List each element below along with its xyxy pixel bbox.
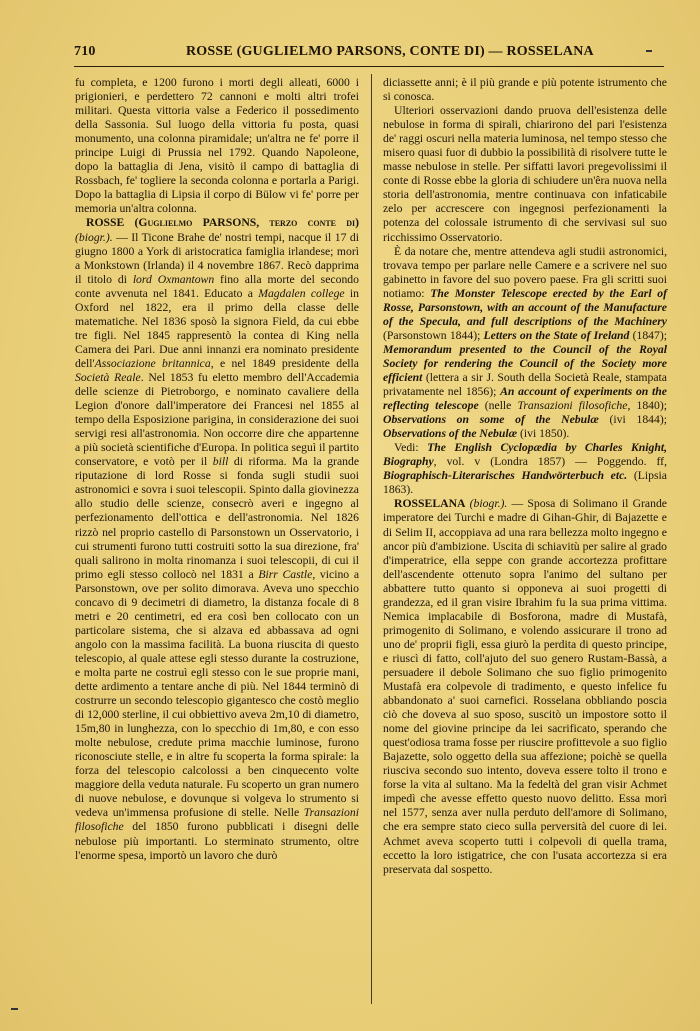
entry-rosse: ROSSE (Guglielmo PARSONS, terzo conte di) (biogr.). — Il Ticone Brahe de' nostri tempi, nacque il 17 di giugno 1800 a York di aristocratica famiglia irlandese; morì a Monkstown (Irlanda) il 4 novembre 1867. Recò dapprima il titolo di lord Oxmantown fino alla morte del secondo conte avvenuta nel 1841. Educato a Magdalen college in Oxford nel 1822, era il primo della classe delle matematiche. Nel 1836 sposò la signora Field, da cui ebbe tre figli. Nel 1845 rappresentò la contea di King nella Camera dei Pari. Due anni innanzi era nominato presidente dell'Associazione britannica, e nel 1849 presidente della Società Reale. Nel 1853 fu eletto membro dell'Accademia delle scienze di Pietroborgo, e nominato cavaliere della Legion d'onore dall'imperatore dei Francesi nel 1855 al tempo della Esposizione parigina, in considerazione dei suoi servigi resi all'astronomia. Non occorre dire che appartenne a più società scientifiche d'Europa. In politica seguì il partito conservatore, e votò per il bill di riforma. Ma la grande riputazione di lord Rosse si fonda sugli studii suoi astronomici e sovra i suoi telescopii. Spinto dalla giovinezza allo studio delle scienze, consecrò averi e ingegno al perfezionamento dell'ottica e dell'astronomia. Nel 1826 rizzò nel proprio castello di Parsonstown un Osservatorio, i cui strumenti furono tutti costruiti sotto la sua direzione, fra' quali salirono in molta rinomanza i suoi telescopii, di cui il primo egli stesso collocò nel 1831 a Birr Castle, vicino a Parsonstown, ove per solito dimorava. Aveva uno specchio concavo di 9 decimetri di diametro, la distanza focale di 8 metri e 20 centimetri, ed era così ben collocato con un particolare sistema, che si alzava ed abbassava ad ogni angolo con la massima facilità. La buona riuscita di questo telescopio, al quale attese egli stesso durante la costruzione, e molta parte ne costruì egli stesso con le sue proprie mani, dette ardimento a tentare anche di più. Nel 1844 terminò di costrurre un secondo telescopio gigantesco che costò meglio di 12,000 sterline, il cui obbiettivo aveva 2m,10 di diametro, 15m,80 in lunghezza, con lo specchio di 1m,80, e con esso molte nebulose, credute prima macchie luminose, furono riconosciute stelle, e in altre fu scoperta la forma spirale: la forza del telescopio calcolossi a ben cinquecento volte maggiore della veduta naturale. Fu scoperto un gran numero di nuove nebulose, e dovunque si volgeva lo strumento si vedeva un'immensa profusione di stelle. Nelle Transazioni filosofiche del 1850 furono pubblicati i disegni delle nebulose più importanti. Lo sterminato strumento, oltre l'enorme spesa, importò un lavoro che durò xyxy=(75,216,360,862)
references-paragraph: Vedi: The English Cyclopædia by Charles Knight, Biography, vol. v (Londra 1857) — Poggendo. ff, Biographisch-Literarisches Handwörterbuch etc. (Lipsia 1863). xyxy=(383,441,668,497)
writings-paragraph: È da notare che, mentre attendeva agli studii astronomici, trovava tempo per parlare nelle Camere e a scrivere nel suo gabinetto in favore del suo povero paese. Fra gli scritti suoi notiamo: The Monster Telescope erected by the Earl of Rosse, Parsonstown, with an account of the Manufacture of the Specula, and full descriptions of the Machinery (Parsonstown 1844); Letters on the State of Ireland (1847); Memorandum presented to the Council of the Royal Society for rendering the Council of the Society more efficient (lettera a sir J. South della Società Reale, stampata privatamente nel 1856); An account of experiments on the reflecting telescope (nelle Transazioni filosofiche, 1840); Observations on some of the Nebulæ (ivi 1844); Observations of the Nebulæ (ivi 1850). xyxy=(383,244,667,441)
left-column xyxy=(75,76,359,863)
continuation-paragraph: diciassette anni; è il più grande e più potente istrumento che si conosca. xyxy=(383,76,667,104)
right-column xyxy=(383,76,667,877)
entry-heading: ROSSE (Guglielmo PARSONS, terzo conte di) xyxy=(86,216,359,230)
margin-mark xyxy=(11,1008,18,1010)
page-header xyxy=(74,44,664,64)
continuation-paragraph: fu completa, e 1200 furono i morti degli alleati, 6000 i prigionieri, e perdettero 72 cannoni e molti altri trofei militari. Questa vittoria valse a Federico il possedimento della Sassonia. Sul luogo della vittoria fu posta, quasi monumento, una colonna piramidale; un'altra ne fe' porre il principe Luigi di Prussia nel 1792. Quando Napoleone, dopo la battaglia di Jena, visitò il campo di battaglia di Rossbach, fe' togliere la seconda colonna e portarla a Parigi. Dopo la battaglia di Lipsia il corpo di Bülow vi fe' porre per memoria un'altra colonna. xyxy=(75,76,359,216)
paragraph: Ulteriori osservazioni dando pruova dell'esistenza delle nebulose in forma di spirali, chiarirono del pari l'esistenza de' raggi oscuri nella materia luminosa, nel tempo stesso che misero quasi fuor di dubbio la possibilità di risolvere tutte le masse nebulose in stelle. Per siffatti lavori pregevolissimi il conte di Rosse ebbe la gloria di schiudere un'êra nuova nella storia dell'astronomia, mentre continuava con infaticabile zelo per accrescere con ingegnosi perfezionamenti la potenza del colossale istrumento di che servivasi sul suo ricchissimo Osservatorio. xyxy=(383,104,667,244)
entry-rosselana: ROSSELANA (biogr.). — Sposa di Solimano il Grande imperatore dei Turchi e madre di Gihan-Ghir, di Bajazette e di Selim II, accoppiava ad una rara bellezza molto ingegno e ancor più d'ambizione. Uscita di schiavitù per salire al grado d'imperatrice, ella seppe con grande accortezza profittare dell'ascendente ottenuto sopra l'animo del sultano per abbattere tutto quanto si opponeva ai suoi progetti di grandezza, ed il gran visire Ibrahim fu la sua prima vittima. Nemica implacabile di Bosforona, madre di Mustafà, primogenito di Solimano, e volendo assicurare il trono ad uno de' proprii figli, essa giurò la perdita di questo principe, e riuscì di fatto, coll'ajuto del suo genero Rustam-Bassà, a persuadere il debole Solimano che suo figlio primogenito Mustafà era colpevole di tradimento, e questo infelice fu abbandonato a' suoi carnefici. Rosselana obbliando poscia ciò che doveva al suo sposo, suscitò un impostore sotto il nome del giovine principe da lei sacrificato, sperando che quest'odiosa trama fosse per riuscire profittevole a suo figlio Bajazette, solo oggetto della sua affezione; poichè se quella riusciva secondo suo intento, doveva essere tolto il trono e forse la vita al sultano. Ma la fedeltà del gran visir Achmet impedì che avesse effetto questo nuovo delitto. Essa morì nel 1577, senza aver nulla perduto dell'amore di Solimano, che era sempre stato cieco sulla perversità del cuore di lei. Achmet aveva scoperto tutti i colpevoli di quella trama, eccetto la loro istigatrice, che con l'usata accortezza si era preservata dal sospetto. xyxy=(383,497,667,876)
entry-category: (biogr.). xyxy=(75,230,113,244)
entry-heading: ROSSELANA xyxy=(394,497,466,511)
page-number: 710 xyxy=(74,44,96,59)
entry-category: (biogr.). xyxy=(465,497,508,511)
ink-mark xyxy=(646,50,652,52)
column-divider xyxy=(371,74,372,1004)
header-rule xyxy=(74,66,664,67)
running-head: ROSSE (GUGLIELMO PARSONS, CONTE DI) — ROSSELANA xyxy=(186,44,594,59)
